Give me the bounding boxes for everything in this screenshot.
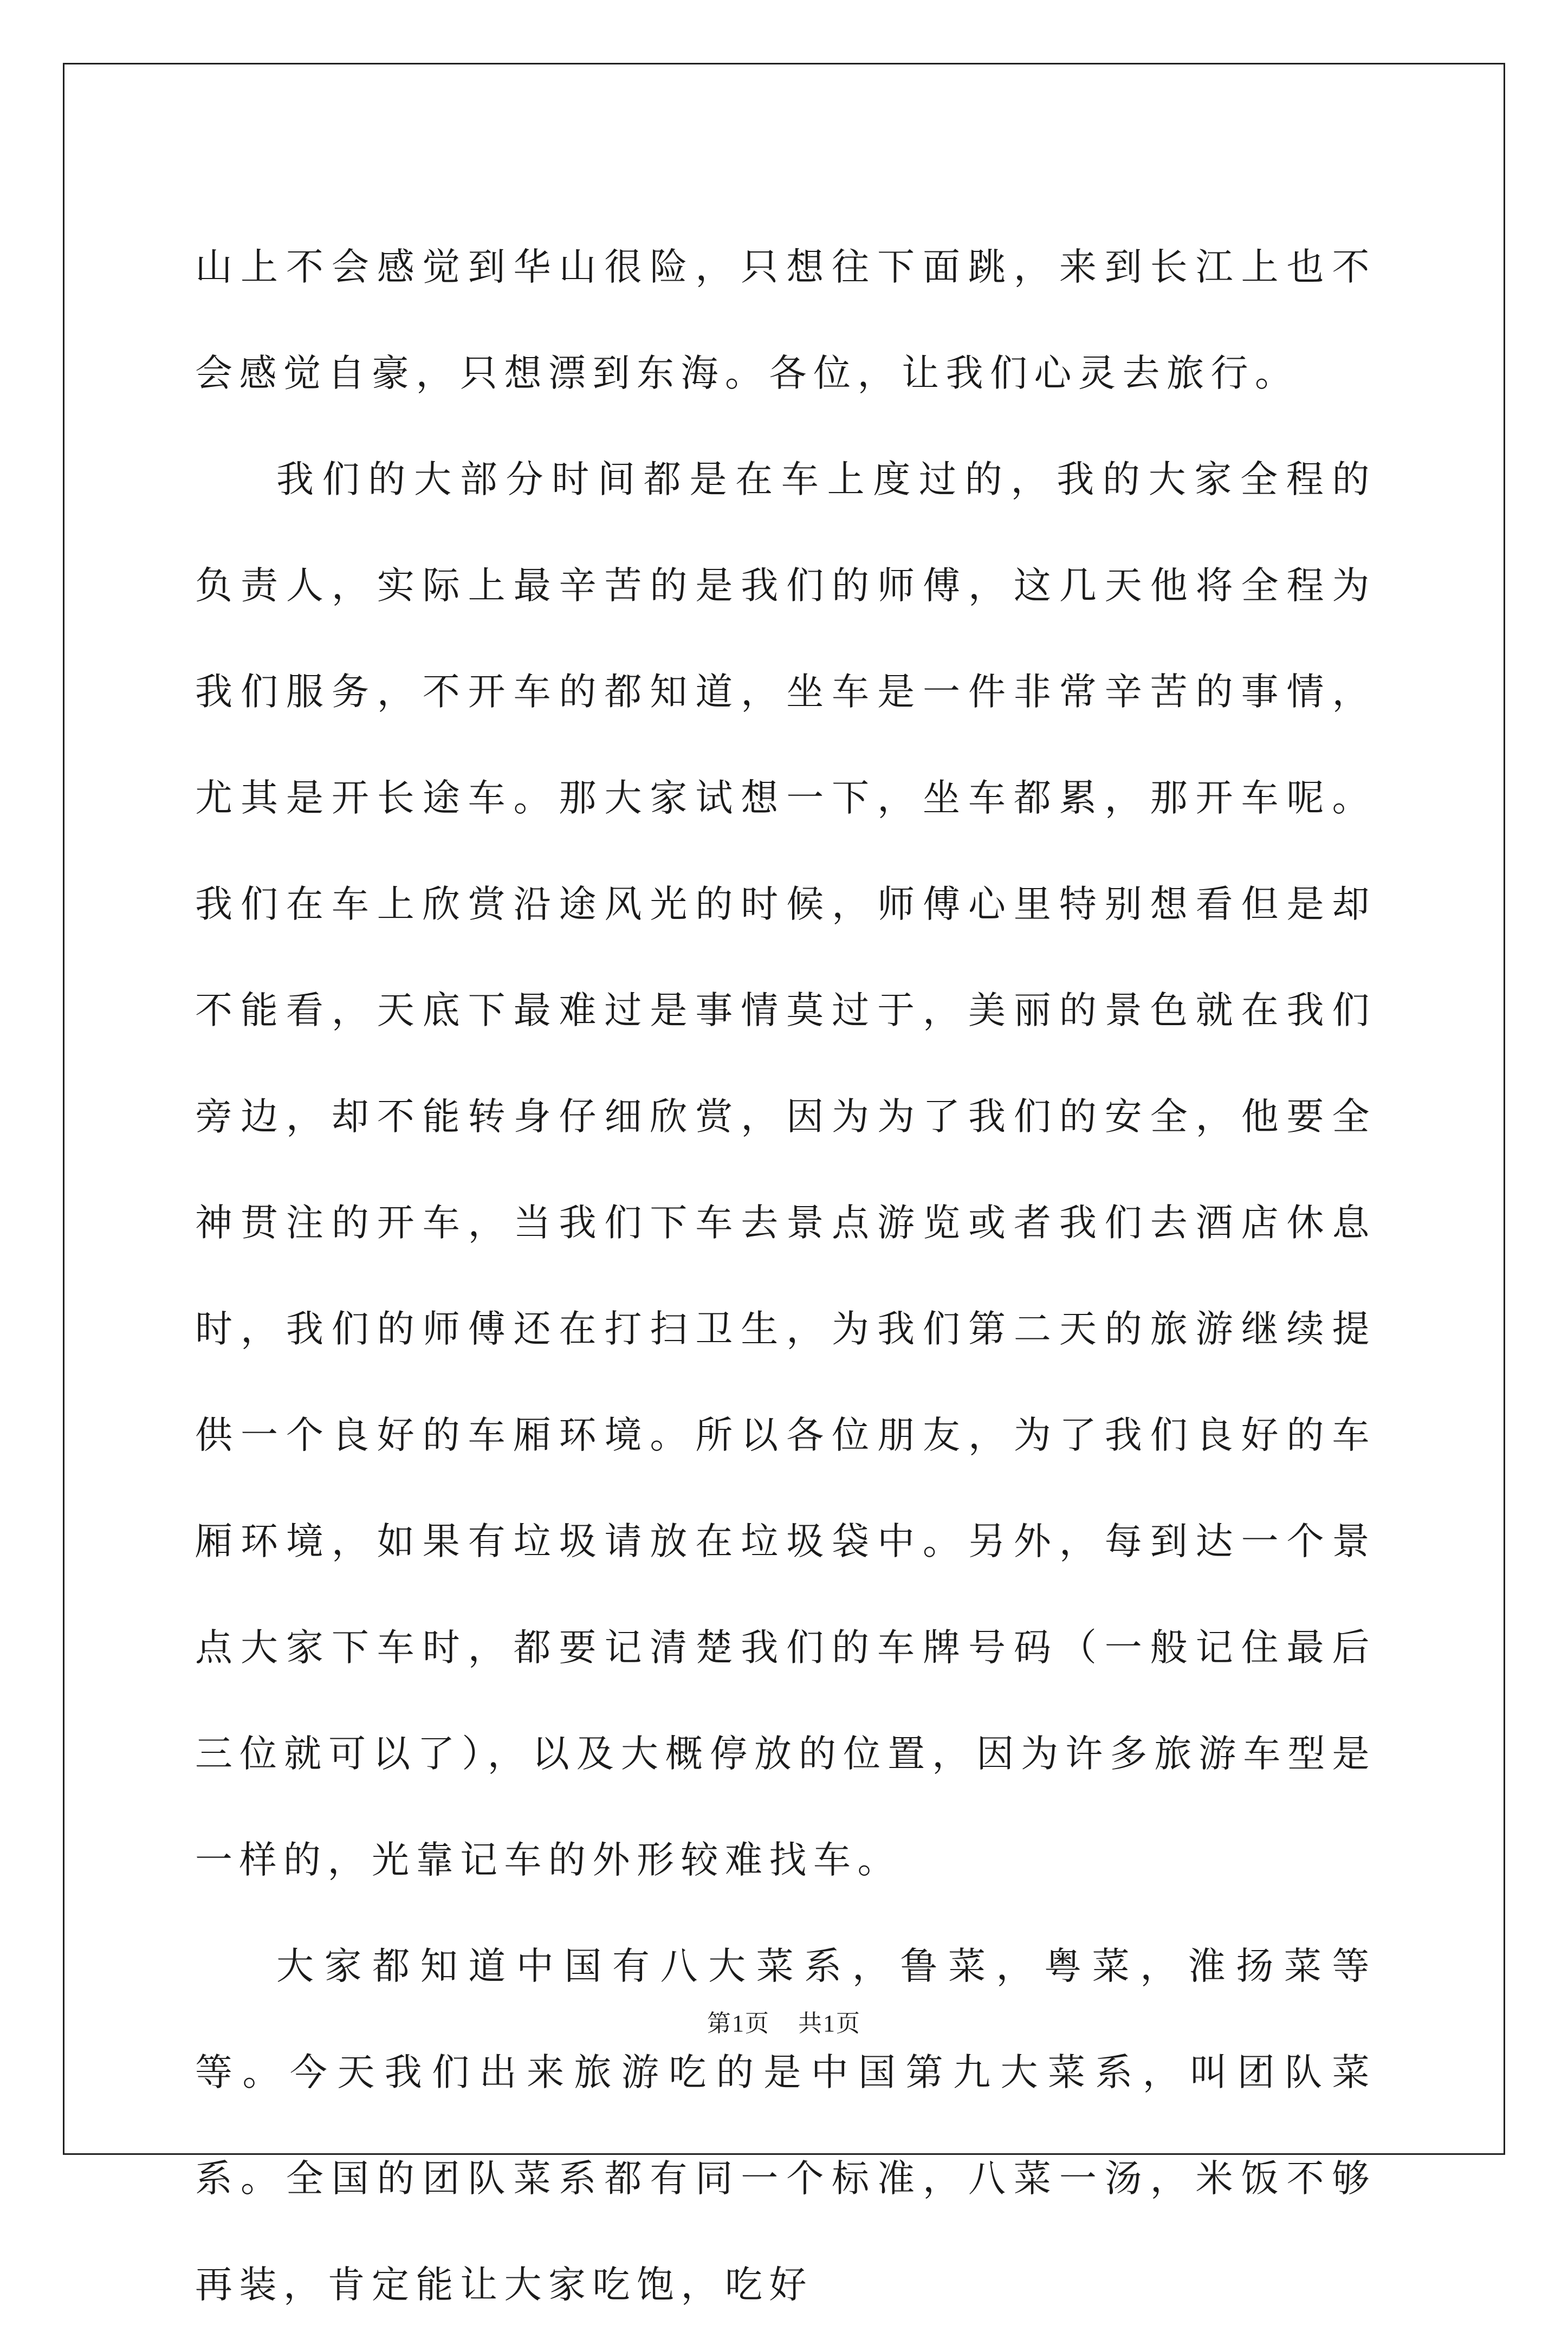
page-number: 第1页 bbox=[707, 2010, 770, 2037]
paragraph: 大家都知道中国有八大菜系，鲁菜，粤菜，淮扬菜等等。今天我们出来旅游吃的是中国第九大菜系，叫团队菜系。全国的团队菜系都有同一个标准，八菜一汤，米饭不够再装，肯定能让大家吃饱，吃好 bbox=[195, 1945, 1376, 2307]
paragraph: 我们的大部分时间都是在车上度过的，我的大家全程的负责人，实际上最辛苦的是我们的师傅，这几天他将全程为我们服务，不开车的都知道，坐车是一件非常辛苦的事情，尤其是开长途车。那大家试想一下，坐车都累，那开车呢。我们在车上欣赏沿途风光的时候，师傅心里特别想看但是却不能看，天底下最难过是事情莫过于，美丽的景色就在我们旁边，却不能转身仔细欣赏，因为为了我们的安全，他要全神贯注的开车，当我们下车去景点游览或者我们去酒店休息时，我们的师傅还在打扫卫生，为我们第二天的旅游继续提供一个良好的车厢环境。所以各位朋友，为了我们良好的车厢环境，如果有垃圾请放在垃圾袋中。另外，每到达一个景点大家下车时，都要记清楚我们的车牌号码（一般记住最后三位就可以了），以及大概停放的位置，因为许多旅游车型是一样的，光靠记车的外形较难找车。 bbox=[195, 458, 1376, 1882]
page-total: 共1页 bbox=[798, 2010, 861, 2037]
paragraph: 山上不会感觉到华山很险，只想往下面跳，来到长江上也不会感觉自豪，只想漂到东海。各位，让我们心灵去旅行。 bbox=[195, 245, 1376, 395]
page-footer bbox=[0, 2007, 1568, 2040]
